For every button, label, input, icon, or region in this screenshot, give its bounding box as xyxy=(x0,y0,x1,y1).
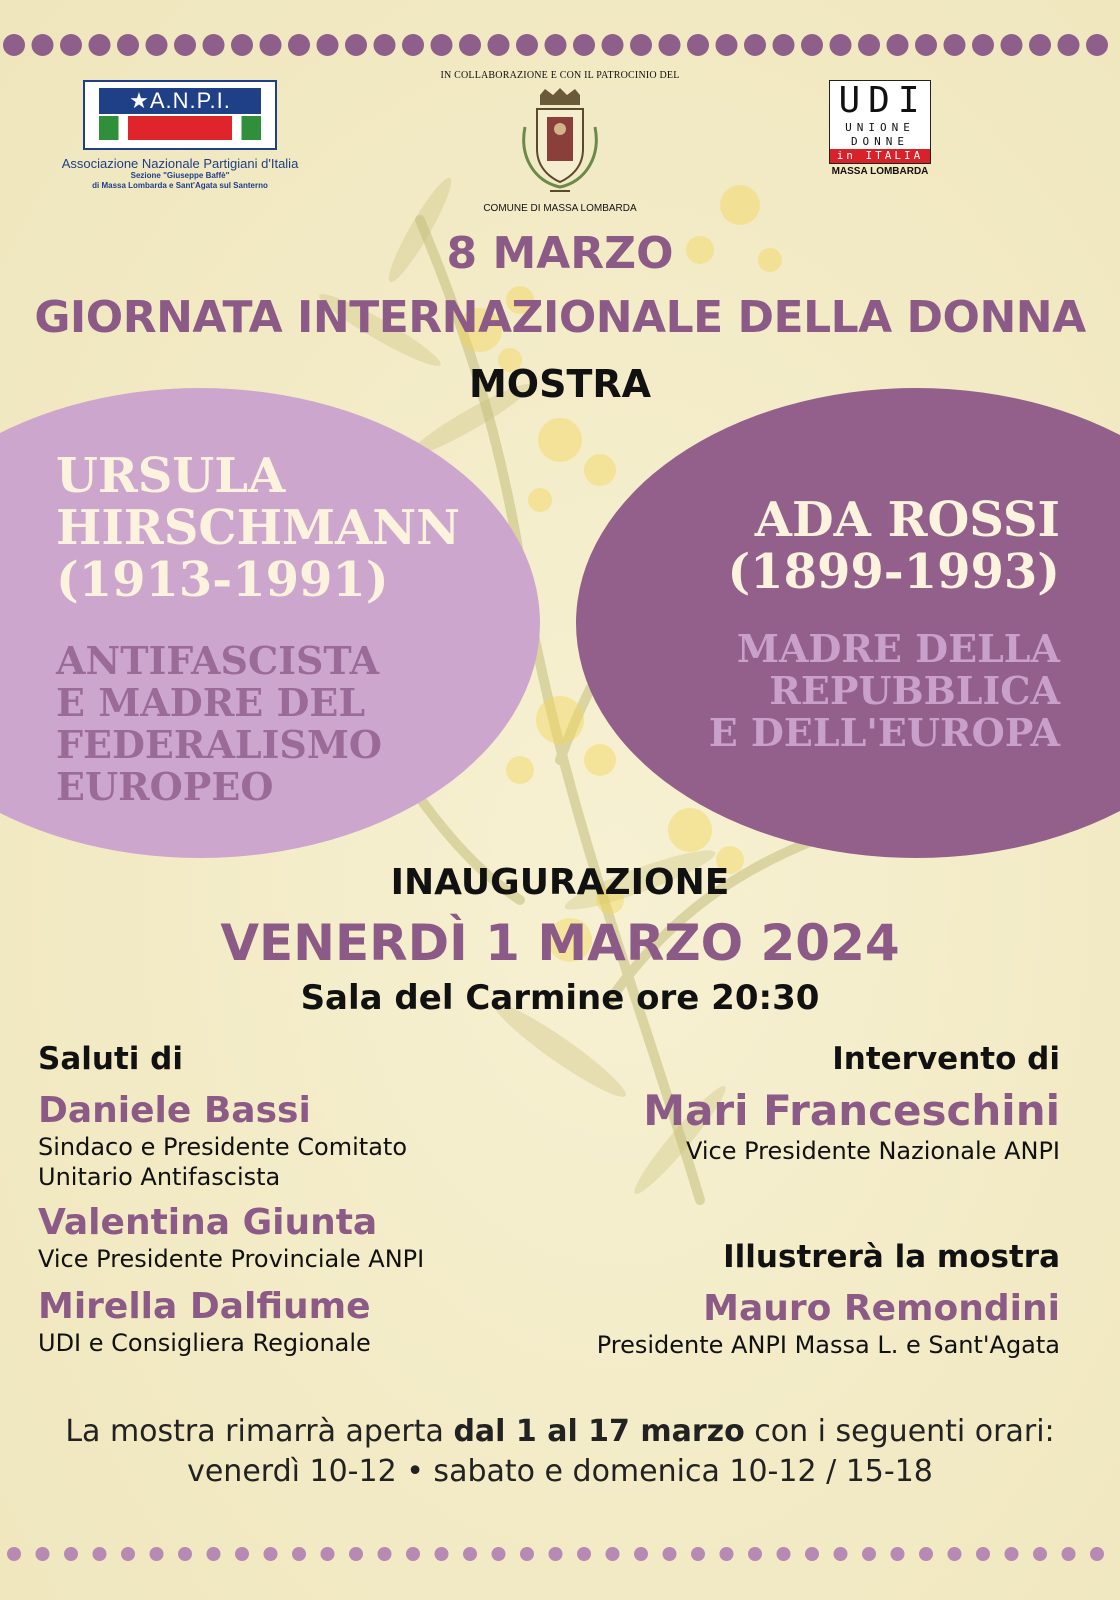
role-line: ANTIFASCISTA xyxy=(56,638,380,683)
decorative-dot xyxy=(516,34,538,56)
dotted-border-top xyxy=(0,30,1120,60)
decorative-dot xyxy=(891,1547,905,1561)
decorative-dot xyxy=(288,34,310,56)
speaker-role: Sindaco e Presidente Comitato xyxy=(38,1133,407,1161)
decorative-dot xyxy=(203,34,225,56)
ada-rossi-name xyxy=(600,494,1060,598)
decorative-dot xyxy=(174,34,196,56)
decorative-dot xyxy=(663,1547,677,1561)
decorative-dot xyxy=(862,1547,876,1561)
udi-logo xyxy=(820,80,940,177)
decorative-dot xyxy=(345,34,367,56)
decorative-dot xyxy=(630,34,652,56)
decorative-dot xyxy=(264,1547,278,1561)
role-line: E MADRE DEL xyxy=(56,680,366,725)
footer-text: con i seguenti orari: xyxy=(744,1414,1055,1449)
udi-line2: DONNE xyxy=(850,135,910,148)
decorative-dot xyxy=(260,34,282,56)
decorative-dot xyxy=(207,1547,221,1561)
decorative-dot xyxy=(402,34,424,56)
decorative-dot xyxy=(32,34,54,56)
name-line: ADA ROSSI xyxy=(754,492,1060,548)
decorative-dot xyxy=(549,1547,563,1561)
decorative-dot xyxy=(231,34,253,56)
collaboration-text: IN COLLABORAZIONE E CON IL PATROCINIO DEL xyxy=(440,70,680,81)
speaker-name: Mauro Remondini xyxy=(703,1288,1060,1329)
decorative-dot xyxy=(948,1547,962,1561)
decorative-dot xyxy=(573,34,595,56)
decorative-dot xyxy=(748,1547,762,1561)
illustration-heading: Illustrerà la mostra xyxy=(723,1239,1060,1275)
anpi-section-places: di Massa Lombarda e Sant'Agata sul Santerno xyxy=(92,181,268,190)
decorative-dot xyxy=(463,1547,477,1561)
udi-emblem xyxy=(829,80,931,164)
decorative-dot xyxy=(3,34,25,56)
speaker-block xyxy=(38,1286,558,1358)
speech-section xyxy=(520,1040,1060,1166)
greetings-section xyxy=(38,1040,558,1358)
opening-hours-line2: venerdì 10-12 • sabato e domenica 10-12 / 15-18 xyxy=(187,1454,933,1489)
decorative-dot xyxy=(146,34,168,56)
role-line: E DELL'EUROPA xyxy=(708,710,1060,755)
name-line: URSULA xyxy=(56,448,286,504)
decorative-dot xyxy=(64,1547,78,1561)
footer-dates: dal 1 al 17 marzo xyxy=(453,1414,745,1449)
decorative-dot xyxy=(492,1547,506,1561)
decorative-dot xyxy=(887,34,909,56)
decorative-dot xyxy=(292,1547,306,1561)
udi-mark: UDI xyxy=(838,80,928,121)
decorative-dot xyxy=(1090,1547,1104,1561)
decorative-dot xyxy=(834,1547,848,1561)
role-line: EUROPEO xyxy=(56,764,274,809)
ursula-hirschmann-name xyxy=(56,450,536,606)
event-name-title: GIORNATA INTERNAZIONALE DELLA DONNA xyxy=(34,292,1086,343)
decorative-dot xyxy=(972,34,994,56)
decorative-dot xyxy=(406,1547,420,1561)
greetings-heading: Saluti di xyxy=(38,1041,183,1077)
years: (1913-1991) xyxy=(56,552,389,608)
decorative-dot xyxy=(858,34,880,56)
ada-rossi-role xyxy=(600,628,1060,754)
speaker-name: Mari Franceschini xyxy=(643,1086,1060,1135)
decorative-dot xyxy=(435,1547,449,1561)
role-line: FEDERALISMO xyxy=(56,722,383,767)
role-line: REPUBBLICA xyxy=(769,668,1060,713)
decorative-dot xyxy=(60,34,82,56)
decorative-dot xyxy=(606,1547,620,1561)
anpi-emblem xyxy=(83,80,277,150)
decorative-dot xyxy=(431,34,453,56)
anpi-mark: ★A.N.P.I. xyxy=(99,88,261,114)
decorative-dot xyxy=(634,1547,648,1561)
ursula-hirschmann-role xyxy=(56,640,536,808)
exhibition-label: MOSTRA xyxy=(468,362,652,406)
speaker-role: Vice Presidente Provinciale ANPI xyxy=(38,1245,425,1273)
decorative-dot xyxy=(321,1547,335,1561)
speaker-name: Valentina Giunta xyxy=(38,1202,378,1243)
decorative-dot xyxy=(777,1547,791,1561)
decorative-dot xyxy=(488,34,510,56)
years: (1899-1993) xyxy=(727,544,1060,600)
decorative-dot xyxy=(374,34,396,56)
speaker-block xyxy=(38,1090,558,1192)
decorative-dot xyxy=(235,1547,249,1561)
dotted-border-bottom xyxy=(0,1539,1120,1569)
decorative-dot xyxy=(89,34,111,56)
decorative-dot xyxy=(577,1547,591,1561)
decorative-dot xyxy=(150,1547,164,1561)
decorative-dot xyxy=(117,34,139,56)
speaker-role: Unitario Antifascista xyxy=(38,1163,281,1191)
decorative-dot xyxy=(121,1547,135,1561)
udi-line1: UNIONE xyxy=(845,121,915,134)
decorative-dot xyxy=(378,1547,392,1561)
speaker-block xyxy=(38,1202,558,1274)
decorative-dot xyxy=(545,34,567,56)
decorative-dot xyxy=(773,34,795,56)
comune-logo xyxy=(420,70,700,214)
decorative-dot xyxy=(1005,1547,1019,1561)
anpi-section: Sezione "Giuseppe Baffè" xyxy=(130,171,230,180)
decorative-dot xyxy=(830,34,852,56)
illustration-section xyxy=(520,1238,1060,1360)
decorative-dot xyxy=(178,1547,192,1561)
decorative-dot xyxy=(944,34,966,56)
speech-heading: Intervento di xyxy=(832,1041,1060,1077)
decorative-dot xyxy=(976,1547,990,1561)
coat-of-arms-icon xyxy=(515,87,605,197)
speaker-role: UDI e Consigliera Regionale xyxy=(38,1329,371,1357)
comune-name: COMUNE DI MASSA LOMBARDA xyxy=(483,203,637,214)
decorative-dot xyxy=(1058,34,1080,56)
decorative-dot xyxy=(459,34,481,56)
inauguration-date: VENERDÌ 1 MARZO 2024 xyxy=(220,914,900,972)
decorative-dot xyxy=(1033,1547,1047,1561)
decorative-dot xyxy=(919,1547,933,1561)
decorative-dot xyxy=(720,1547,734,1561)
udi-town: MASSA LOMBARDA xyxy=(831,166,929,177)
decorative-dot xyxy=(744,34,766,56)
inauguration-place: Sala del Carmine ore 20:30 xyxy=(300,978,820,1018)
decorative-dot xyxy=(349,1547,363,1561)
decorative-dot xyxy=(93,1547,107,1561)
role-line: MADRE DELLA xyxy=(736,626,1060,671)
decorative-dot xyxy=(36,1547,50,1561)
decorative-dot xyxy=(687,34,709,56)
decorative-dot xyxy=(716,34,738,56)
decorative-dot xyxy=(1062,1547,1076,1561)
name-line: HIRSCHMANN xyxy=(56,500,461,556)
decorative-dot xyxy=(805,1547,819,1561)
decorative-dot xyxy=(915,34,937,56)
decorative-dot xyxy=(1029,34,1051,56)
opening-hours-line1 xyxy=(0,1412,1120,1452)
speaker-name: Daniele Bassi xyxy=(38,1090,311,1131)
udi-line3: in ITALIA xyxy=(830,149,930,163)
decorative-dot xyxy=(1001,34,1023,56)
anpi-logo xyxy=(40,80,320,200)
decorative-dot xyxy=(602,34,624,56)
decorative-dot xyxy=(801,34,823,56)
decorative-dot xyxy=(691,1547,705,1561)
anpi-name: Associazione Nazionale Partigiani d'Italia xyxy=(61,156,299,171)
speaker-role: Vice Presidente Nazionale ANPI xyxy=(685,1137,1060,1165)
footer-text: La mostra rimarrà aperta xyxy=(65,1414,454,1449)
decorative-dot xyxy=(1086,34,1108,56)
opening-hours xyxy=(0,1412,1120,1492)
decorative-dot xyxy=(659,34,681,56)
italian-flag-icon xyxy=(99,116,261,140)
speaker-name: Mirella Dalfiume xyxy=(38,1286,371,1327)
decorative-dot xyxy=(317,34,339,56)
inauguration-label: INAUGURAZIONE xyxy=(390,862,730,903)
decorative-dot xyxy=(520,1547,534,1561)
event-date-title: 8 MARZO xyxy=(446,228,674,279)
speaker-role: Presidente ANPI Massa L. e Sant'Agata xyxy=(596,1331,1060,1359)
decorative-dot xyxy=(7,1547,21,1561)
